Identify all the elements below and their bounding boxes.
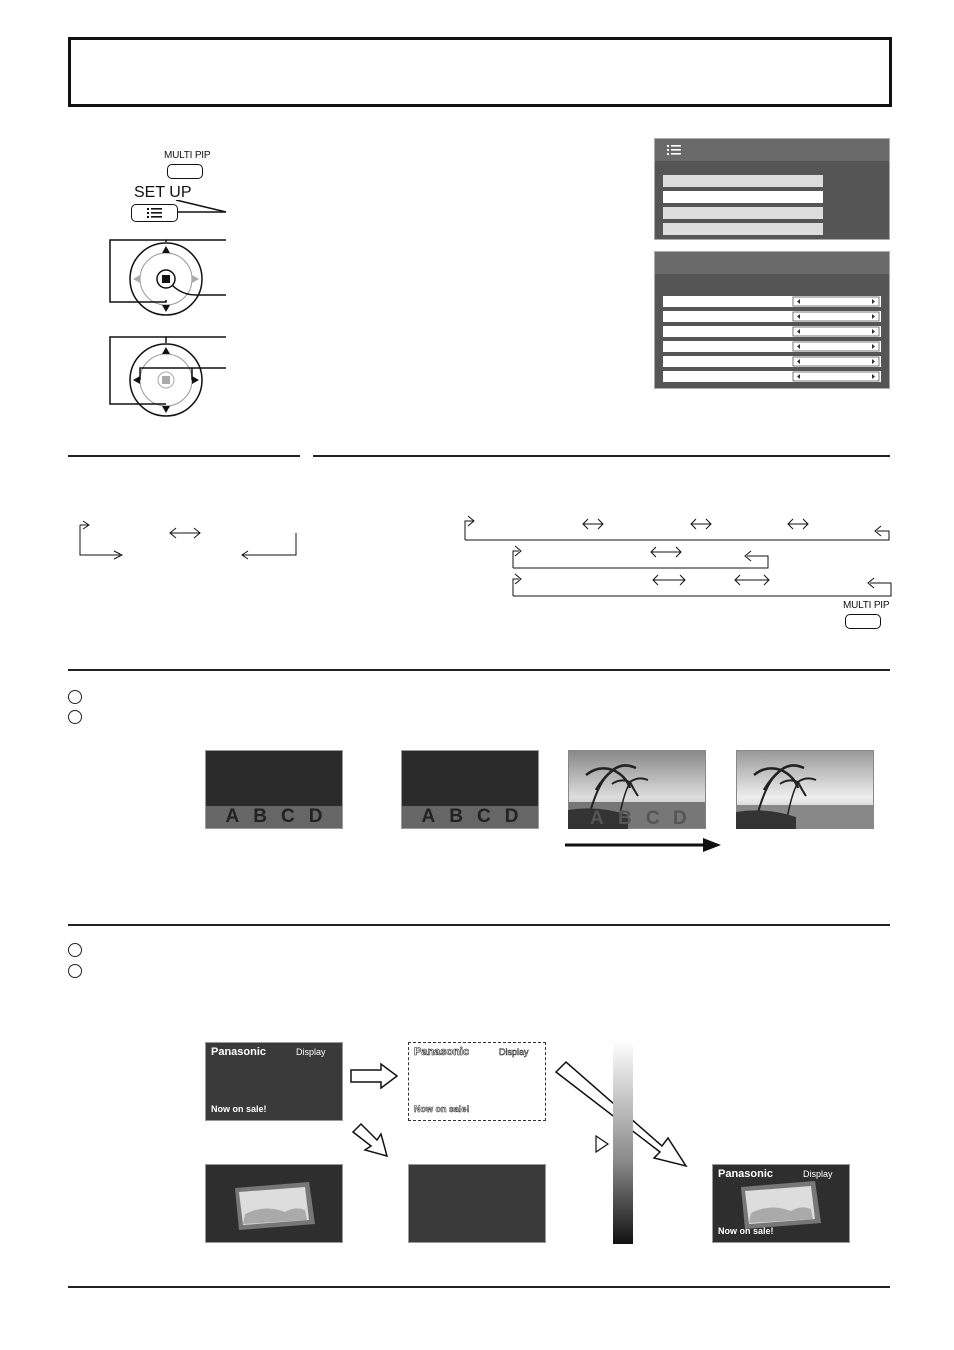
triangle-arrow-icon <box>594 1134 610 1154</box>
product-text: Display <box>803 1169 833 1179</box>
strip-screen-2 <box>401 750 539 829</box>
multi-pip-label-2: MULTI PIP <box>843 600 890 611</box>
logo-screen <box>205 1042 343 1121</box>
cycle-diagram-right <box>455 512 895 607</box>
brand-text: Panasonic <box>211 1046 267 1058</box>
menu-row-selected[interactable] <box>663 191 823 203</box>
letter: D <box>673 808 687 829</box>
letter: B <box>253 806 267 827</box>
beach-screen-2 <box>736 750 874 829</box>
strip-letters <box>402 806 538 828</box>
letter: B <box>449 806 463 827</box>
letter: D <box>504 806 519 827</box>
section-rule-right <box>313 455 890 457</box>
letter: C <box>281 806 295 827</box>
progress-arrow-icon <box>565 836 725 854</box>
step-marker-2 <box>68 710 82 724</box>
setup-label: SET UP <box>134 184 192 201</box>
letter: B <box>618 808 632 829</box>
strip-screen-1 <box>205 750 343 829</box>
setup-menu-panel <box>654 138 890 240</box>
menu-row[interactable] <box>663 223 823 235</box>
letter: A <box>421 806 436 827</box>
submenu-panel <box>654 251 890 389</box>
blank-screen <box>408 1164 546 1243</box>
logo-outline-screen <box>408 1042 546 1121</box>
section-rule-left <box>68 455 300 457</box>
page-title-box <box>68 37 892 107</box>
product-text: Display <box>499 1047 529 1057</box>
step-marker-1 <box>68 690 82 704</box>
value-box <box>793 327 879 336</box>
section-rule-3 <box>68 924 890 926</box>
multi-pip-label: MULTI PIP <box>164 150 211 161</box>
menu-row[interactable] <box>663 175 823 187</box>
product-text: Display <box>296 1047 326 1057</box>
value-box <box>793 342 879 351</box>
tagline-text: Now on sale! <box>211 1104 267 1114</box>
beach-screen-1 <box>568 750 706 829</box>
tv-screen <box>205 1164 343 1243</box>
strip-letters <box>206 806 342 828</box>
value-box <box>793 372 879 381</box>
submenu-rows <box>655 274 889 388</box>
tagline-text: Now on sale! <box>414 1104 470 1114</box>
brand-text: Panasonic <box>718 1168 774 1180</box>
multi-pip-button[interactable] <box>167 164 203 179</box>
letter: A <box>590 808 604 829</box>
tagline-text: Now on sale! <box>718 1226 774 1236</box>
letter: C <box>477 806 491 827</box>
section-rule-2 <box>68 669 890 671</box>
section-rule-bottom <box>68 1286 890 1288</box>
letter: C <box>646 808 660 829</box>
step-marker-2 <box>68 964 82 978</box>
value-box <box>793 312 879 321</box>
letter: D <box>308 806 323 827</box>
fade-gradient-bar <box>612 1040 634 1244</box>
cycle-diagram-left <box>70 515 305 565</box>
hollow-arrow-diag-icon <box>345 1120 395 1162</box>
combined-screen <box>712 1164 850 1243</box>
step-marker-1 <box>68 943 82 957</box>
remote-diagram <box>100 200 240 420</box>
list-icon <box>667 144 687 158</box>
value-box <box>793 297 879 306</box>
brand-text: Panasonic <box>414 1046 470 1058</box>
menu-row[interactable] <box>663 207 823 219</box>
multi-pip-button-2[interactable] <box>845 614 881 629</box>
letter: A <box>225 806 240 827</box>
hollow-arrow-right-icon <box>345 1060 405 1090</box>
value-box <box>793 357 879 366</box>
